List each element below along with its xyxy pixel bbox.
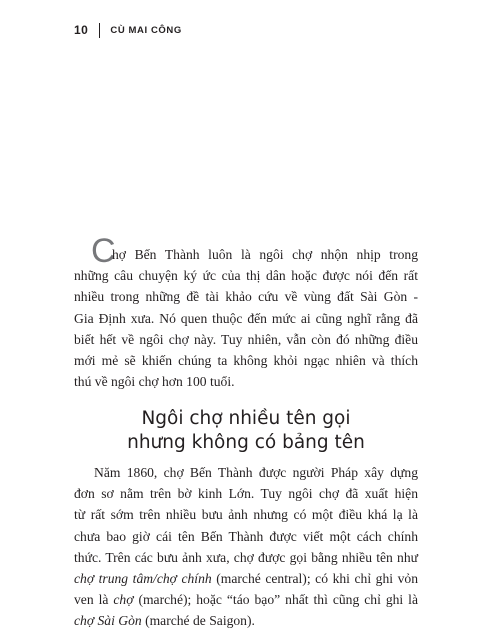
intro-line: Gia Định xưa. Nó quen thuộc đến mức ai cũng nghĩ rằng đã [74,310,418,326]
section-text: (marché de Saigon). [141,613,255,629]
running-title: CÙ MAI CÔNG [110,24,182,36]
page-number: 10 [74,23,89,37]
section-line [74,610,418,631]
intro-line: mới mẻ sẽ khiến chúng ta không khỏi ngạc nhiên và thích [74,353,418,369]
section-line [74,568,418,589]
header-divider [99,23,100,38]
section-line: chưa bao giờ cái tên Bến Thành được viết một cách chính [74,528,418,544]
section-heading [74,407,418,455]
section-text: (marché central); có khi chỉ ghi vỏn [211,571,418,587]
section-heading-line: nhưng không có bảng tên [127,432,365,453]
intro-line: thú về ngôi chợ hơn 100 tuổi. [74,374,235,390]
drop-cap: C [91,232,116,270]
section-text: (marché); hoặc “táo bạo” nhất thì cũng chỉ ghi là [133,592,418,608]
intro-line: nhiều trong những đề tài khảo cứu về vùng đất Sài Gòn - [74,289,418,305]
section-line: từ rất sớm trên nhiều bưu ảnh nhưng có một điều khá lạ là [74,507,418,523]
intro-line: hợ Bến Thành luôn là ngôi chợ nhộn nhịp trong [112,247,418,262]
section-line [74,589,418,610]
intro-paragraph [74,244,418,392]
italic-term: chợ Sài Gòn [74,613,142,629]
section-text: ven là [74,592,114,608]
intro-line: biết hết về ngôi chợ này. Tuy nhiên, vẫn còn đó những điều [74,331,418,347]
italic-term: chợ trung tâm/chợ chính [74,571,212,587]
section-paragraph [74,462,418,632]
running-header [74,22,182,38]
intro-line: những câu chuyện ký ức của thị dân hoặc được nói đến rất [74,268,418,284]
section-line: Năm 1860, chợ Bến Thành được người Pháp xây dựng [94,465,418,480]
section-line: thức. Trên các bưu ảnh xưa, chợ được gọi bằng nhiều tên như [74,549,418,565]
section-heading-line: Ngôi chợ nhiều tên gọi [141,408,351,429]
italic-term: chợ [113,592,134,608]
section-line: đơn sơ nằm trên bờ kinh Lớn. Tuy ngôi chợ đã xuất hiện [74,486,418,502]
